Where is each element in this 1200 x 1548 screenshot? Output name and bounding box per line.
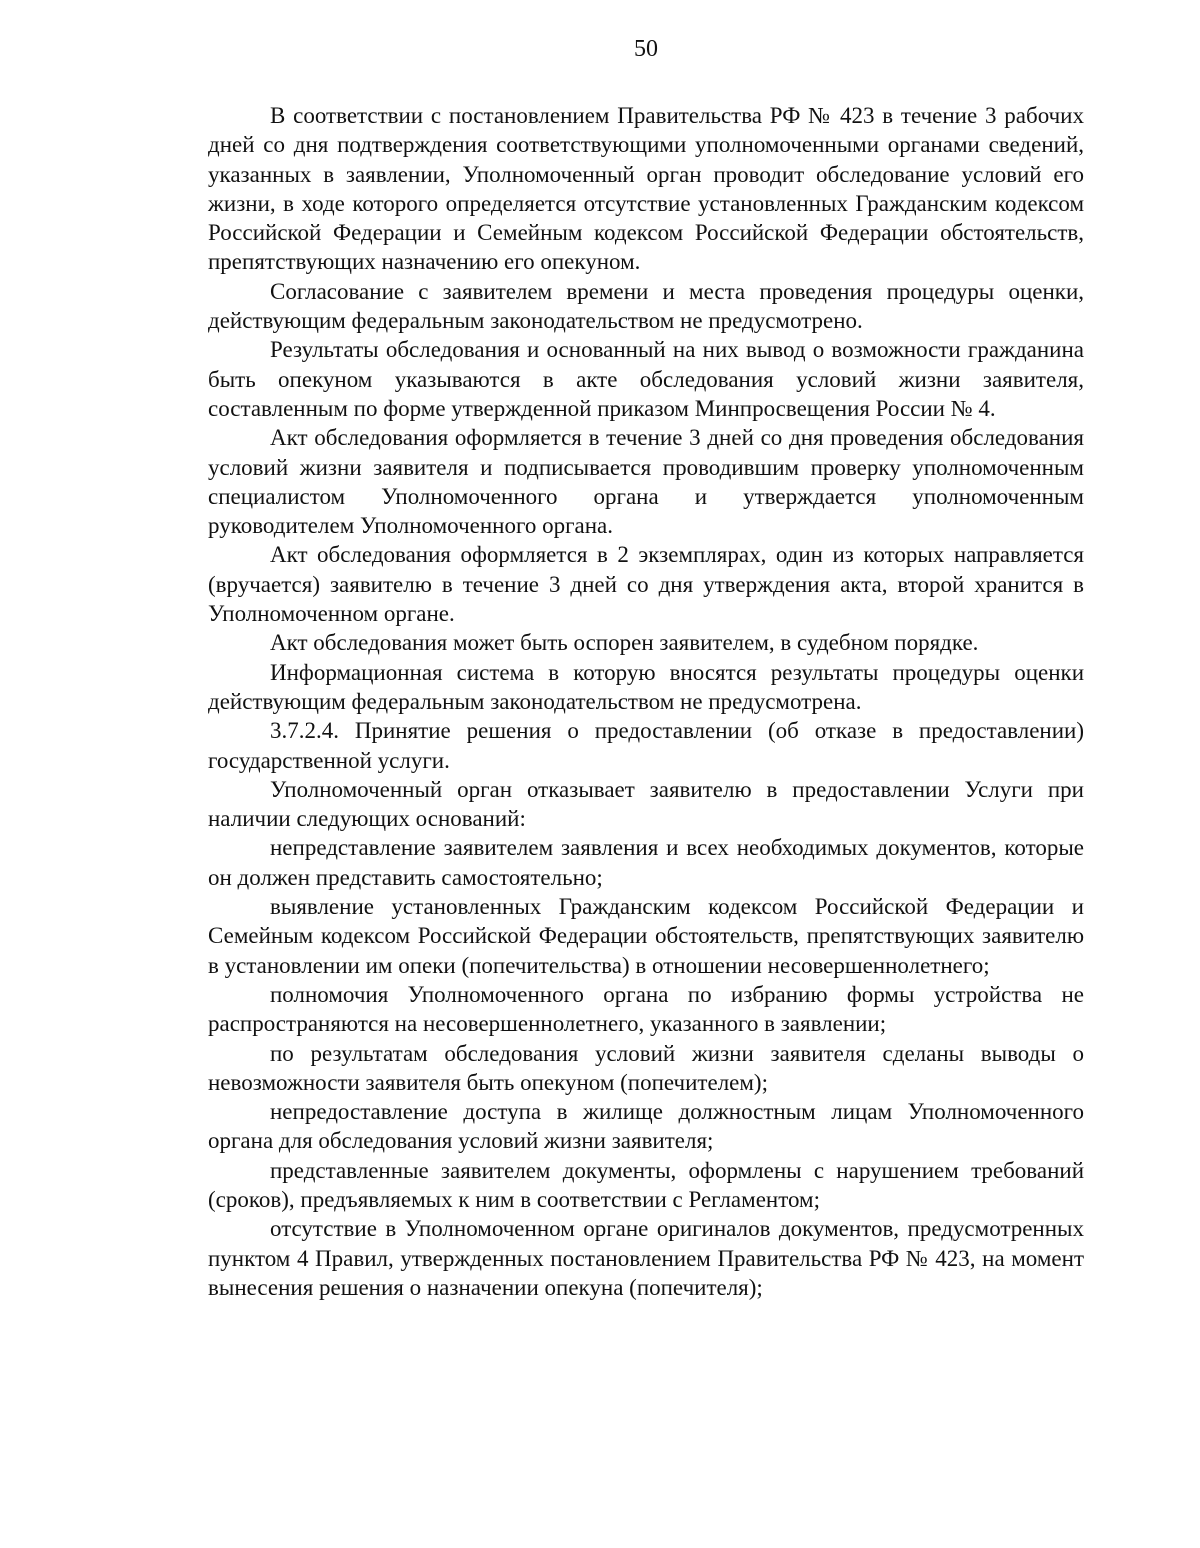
paragraph-time-agreement: Согласование с заявителем времени и места проведения процедуры оценки, действующим федеральным законодательством не предусмотрено.	[208, 278, 1084, 334]
refusal-ground-item: непредставление заявителем заявления и всех необходимых документов, которые он должен представить самостоятельно;	[208, 835, 1084, 890]
paragraph-refusal-intro: Уполномоченный орган отказывает заявителю в предоставлении Услуги при наличии следующих оснований:	[208, 776, 1084, 832]
refusal-ground-item: выявление установленных Гражданским кодексом Российской Федерации и Семейным кодексом Российской Федерации обстоятельств, препятствующих заявителю в установлении им опеки (попечительства) в отношении несовершеннолетнего;	[208, 894, 1084, 978]
paragraph-information-system: Информационная система в которую вносятся результаты процедуры оценки действующим федеральным законодательством не предусмотрена.	[208, 659, 1084, 714]
refusal-ground-item: по результатам обследования условий жизни заявителя сделаны выводы о невозможности заявителя быть опекуном (попечителем);	[208, 1040, 1084, 1095]
paragraph-inspection-results: Результаты обследования и основанный на них вывод о возможности гражданина быть опекуном указываются в акте обследования условий жизни заявителя, составленным по форме утвержденной приказом Минпросвещения России № 4.	[208, 337, 1084, 421]
paragraph-act-copies: Акт обследования оформляется в 2 экземплярах, один из которых направляется (вручается) заявителю в течение 3 дней со дня утверждения акта, второй хранится в Уполномоченном органе.	[208, 542, 1084, 627]
paragraph-act-execution: Акт обследования оформляется в течение 3 дней со дня проведения обследования условий жизни заявителя и подписывается проводившим проверку уполномоченным специалистом Уполномоченного органа и утверждается уполномоченным руководителем Уполномоченного органа.	[208, 425, 1084, 539]
paragraph-inspection-procedure: В соответствии с постановлением Правительства РФ № 423 в течение 3 рабочих дней со дня подтверждения соответствующими уполномоченными органами сведений, указанных в заявлении, Уполномоченный орган проводит обследование условий его жизни, в ходе которого определяется отсутствие установленных Гражданским кодексом Российской Федерации и Семейным кодексом Российской Федерации обстоятельств, препятствующих назначению его опекуном.	[208, 103, 1084, 275]
paragraph-act-appeal: Акт обследования может быть оспорен заявителем, в судебном порядке.	[270, 630, 979, 656]
page-number: 50	[634, 36, 658, 62]
refusal-ground-item: непредоставление доступа в жилище должностным лицам Уполномоченного органа для обследования условий жизни заявителя;	[208, 1099, 1084, 1154]
section-heading-decision: 3.7.2.4. Принятие решения о предоставлении (об отказе в предоставлении) государственной услуги.	[208, 718, 1084, 773]
refusal-ground-item: полномочия Уполномоченного органа по избранию формы устройства не распространяются на несовершеннолетнего, указанного в заявлении;	[208, 981, 1084, 1037]
refusal-ground-item: представленные заявителем документы, оформлены с нарушением требований (сроков), предъявляемых к ним в соответствии с Регламентом;	[208, 1157, 1084, 1212]
refusal-ground-item: отсутствие в Уполномоченном органе оригиналов документов, предусмотренных пунктом 4 Правил, утвержденных постановлением Правительства РФ № 423, на момент вынесения решения о назначении опекуна (попечителя);	[208, 1216, 1084, 1300]
document-body	[208, 101, 1084, 1302]
